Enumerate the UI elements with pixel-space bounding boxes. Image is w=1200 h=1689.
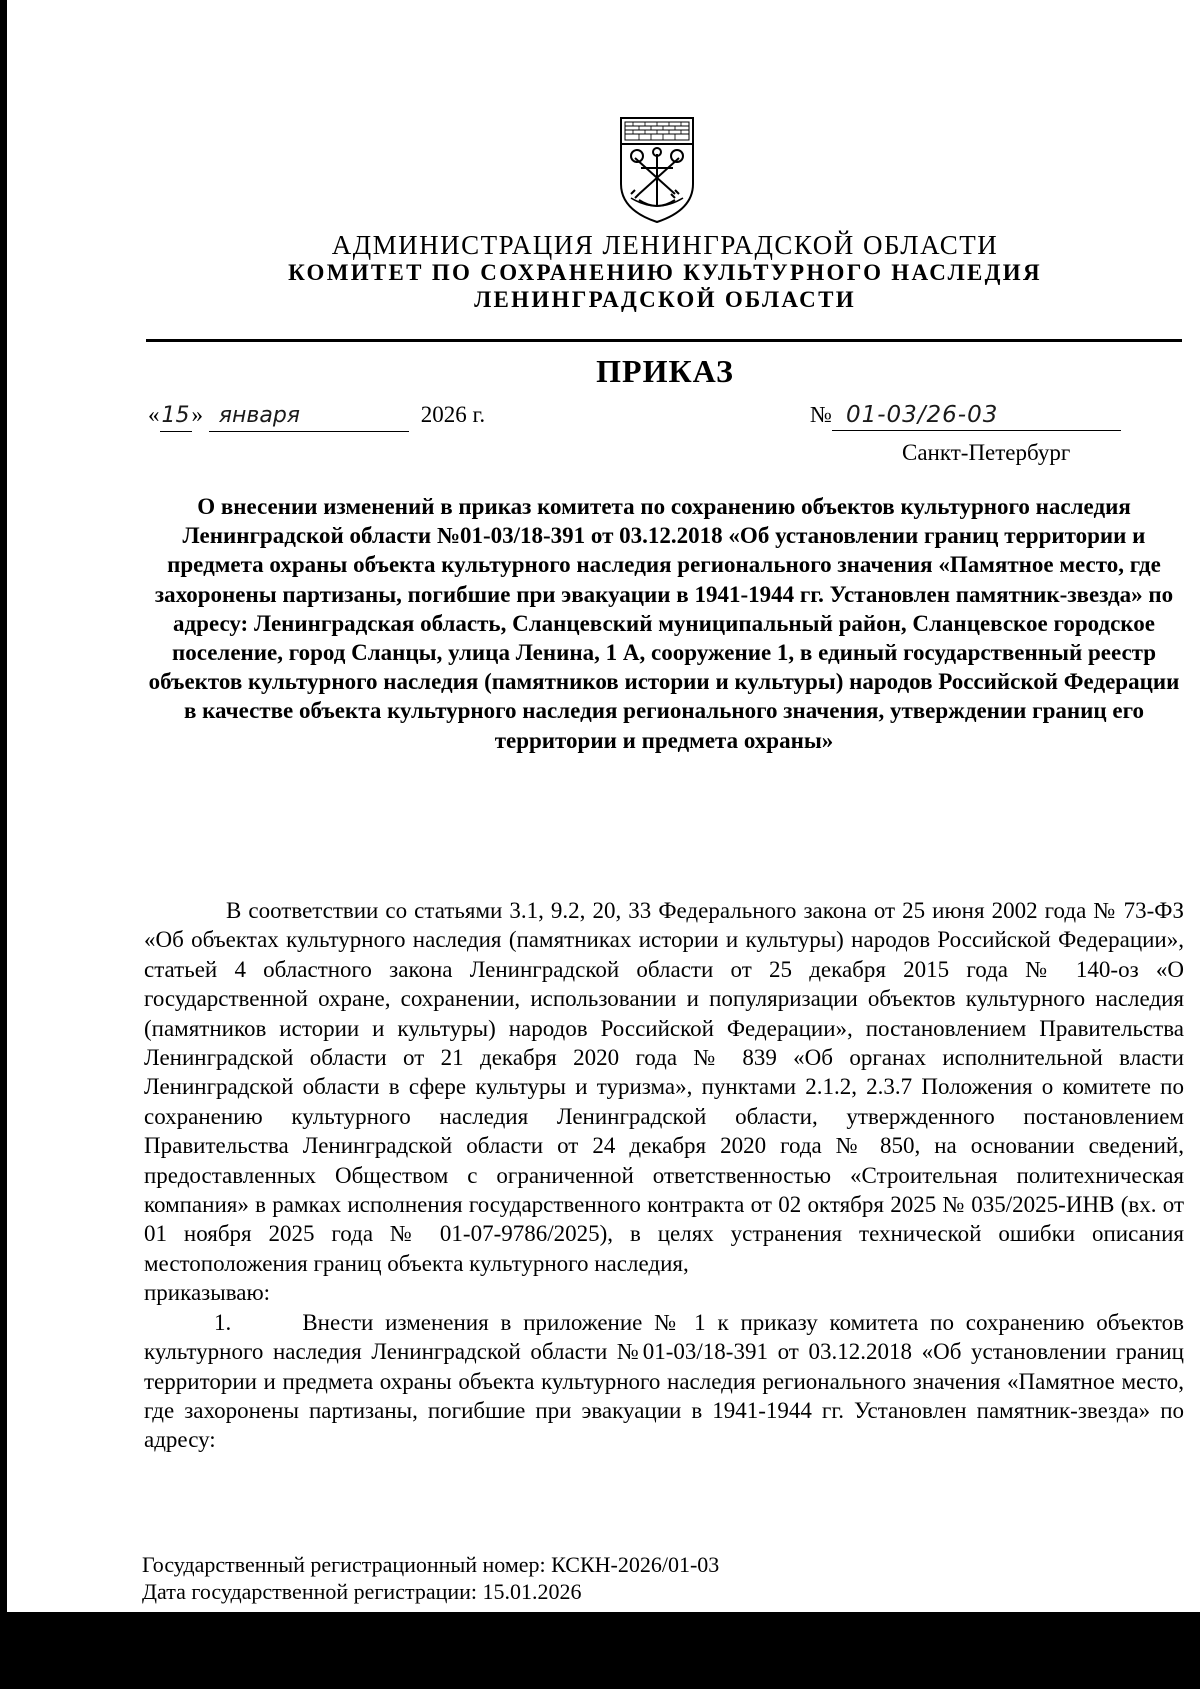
registration-date: Дата государственной регистрации: 15.01.2026	[142, 1579, 582, 1604]
preamble-paragraph: В соответствии со статьями 3.1, 9.2, 20, 33 Федерального закона от 25 июня 2002 года № 73-ФЗ «Об объектах культурного наследия (памятниках истории и культуры) народов Российской Федерации», статьей 4 областного закона Ленинградской области от 25 декабря 2015 года № 140-оз «О государственной охране, сохранении, использовании и популяризации объектов культурного наследия (памятников истории и культуры) народов Российской Федерации», постановлением Правительства Ленинградской области от 21 декабря 2020 года № 839 «Об органах исполнительной власти Ленинградской области в сфере культуры и туризма», пунктами 2.1.2, 2.3.7 Положения о комитете по сохранению культурного наследия Ленинградской области, утвержденного постановлением Правительства Ленинградской области от 24 декабря 2020 года № 850, на основании сведений, предоставленных Обществом с ограниченной ответственностью «Строительная политехническая компания» в рамках исполнения государственного контракта от 02 октября 2025 № 035/2025-ИНВ (вх. от 01 ноября 2025 года № 01-07-9786/2025), в целях устранения технической ошибки описания местоположения границ объекта культурного наследия,	[144, 898, 1184, 1276]
scan-left-edge	[0, 0, 7, 1689]
number-label: №	[810, 402, 832, 427]
registration-stamp	[142, 1551, 719, 1605]
city: Санкт-Петербург	[902, 440, 1071, 465]
coat-of-arms-emblem	[617, 114, 697, 226]
order-body	[144, 896, 1184, 1455]
item-1-text: Внести изменения в приложение № 1 к приказу комитета по сохранению объектов культурного наследия Ленинградской области №01-03/18-391 от 03.12.2018 «Об установлении границ территории и предмета охраны объекта культурного наследия регионального значения «Памятное место, где захоронены партизаны, погибшие при эвакуации в 1941-1944 гг. Установлен памятник-звезда» по адресу:	[144, 1309, 1184, 1453]
date-year: 2026 г.	[420, 402, 486, 427]
org-name-line-2: КОМИТЕТ ПО СОХРАНЕНИЮ КУЛЬТУРНОГО НАСЛЕДИЯ	[288, 260, 1042, 285]
item-1-number: 1.	[214, 1309, 232, 1335]
registration-number: Государственный регистрационный номер: КСКН-2026/01-03	[142, 1552, 720, 1577]
header-divider	[146, 339, 1182, 342]
document-type-heading: ПРИКАЗ	[596, 353, 734, 389]
order-word: приказываю:	[144, 1280, 271, 1306]
org-name-line-1: АДМИНИСТРАЦИЯ ЛЕНИНГРАДСКОЙ ОБЛАСТИ	[331, 230, 999, 260]
number-handwritten: 01-03/26-03	[832, 400, 1121, 431]
date-month-handwritten: января	[209, 401, 409, 432]
order-title: О внесении изменений в приказ комитета по сохранению объектов культурного наследия Ленинградской области №01-03/18-391 от 03.12.2018 «Об установлении границ территории и предмета охраны объекта культурного наследия регионального значения «Памятное место, где захоронены партизаны, погибшие при эвакуации в 1941-1944 гг. Установлен памятник-звезда» по адресу: Ленинградская область, Сланцевский муниципальный район, Сланцевское городское поселение, город Сланцы, улица Ленина, 1 А, сооружение 1, в единый государственный реестр объектов культурного наследия (памятников истории и культуры) народов Российской Федерации в качестве объекта культурного наследия регионального значения, утверждении границ его территории и предмета охраны»	[148, 494, 1180, 753]
date-close-quote: »	[191, 402, 203, 427]
date-day-handwritten: 15	[160, 401, 192, 432]
scan-bottom-band	[0, 1612, 1200, 1689]
order-number	[810, 400, 1121, 431]
order-item-1	[144, 1308, 1184, 1455]
date-open-quote: «	[148, 402, 160, 427]
order-date	[148, 400, 485, 432]
org-name-line-3: ЛЕНИНГРАДСКОЙ ОБЛАСТИ	[474, 287, 856, 312]
